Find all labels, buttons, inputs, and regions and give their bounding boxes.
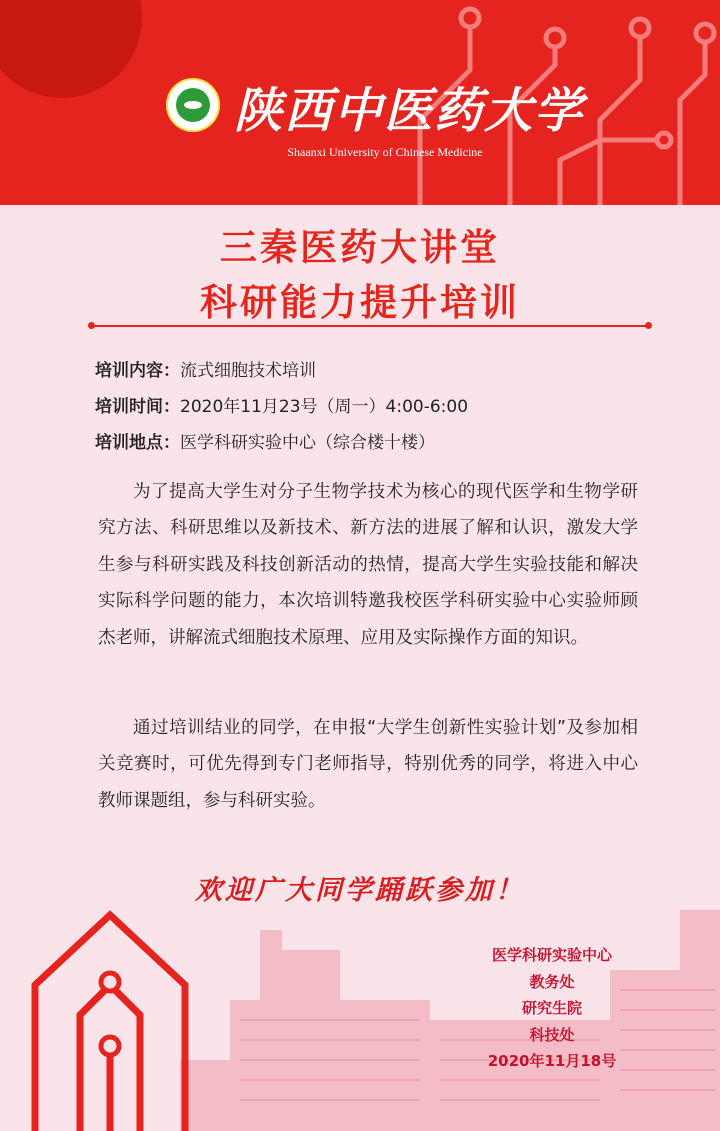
info-content-value: 流式细胞技术培训 — [180, 361, 316, 381]
info-location-label: 培训地点： — [95, 433, 180, 453]
info-time-value: 2020年11月23号（周一）4:00-6:00 — [180, 397, 469, 417]
divider-dot-right — [645, 322, 652, 329]
info-time-label: 培训时间： — [95, 397, 180, 417]
university-name-en: Shaanxi University of Chinese Medicine — [287, 145, 483, 159]
body-paragraph-2: 通过培训结业的同学，在申报“大学生创新性实验计划”及参加相关竞赛时，可优先得到专门老师指导，特别优秀的同学，将进入中心教师课题组，参与科研实验。 — [98, 718, 638, 811]
issue-date: 2020年11月18号 — [487, 1052, 617, 1070]
body-paragraph-1: 为了提高大学生对分子生物学技术为核心的现代医学和生物学研究方法、科研思维以及新技术、新方法的进展了解和认识，激发大学生参与科研实践及科技创新活动的热情，提高大学生实验技能和解决实际科学问题的能力，本次培训特邀我校医学科研实验中心实验师顾杰老师，讲解流式细胞技术原理、应用及实际操作方面的知识。 — [98, 482, 638, 648]
divider-dot-left — [88, 322, 95, 329]
info-content-label: 培训内容： — [95, 361, 180, 381]
university-name-cn: 陕西中医药大学 — [234, 83, 585, 139]
info-location-value: 医学科研实验中心（综合楼十楼） — [180, 433, 435, 453]
signer-research-center: 医学科研实验中心 — [491, 946, 612, 964]
signer-academic-affairs: 教务处 — [529, 972, 575, 991]
signers-block — [452, 942, 652, 1075]
title-divider — [92, 325, 648, 327]
info-content — [95, 356, 316, 381]
info-time — [95, 392, 468, 417]
title-line-1: 三秦医药大讲堂 — [220, 226, 500, 269]
header-banner — [0, 0, 720, 205]
signer-science-office: 科技处 — [529, 1025, 575, 1044]
university-emblem-icon — [166, 78, 220, 132]
info-location — [95, 428, 435, 453]
signer-graduate-school: 研究生院 — [521, 999, 582, 1017]
welcome-slogan: 欢迎广大同学踊跃参加！ — [195, 875, 525, 906]
title-line-2: 科研能力提升培训 — [200, 281, 520, 324]
